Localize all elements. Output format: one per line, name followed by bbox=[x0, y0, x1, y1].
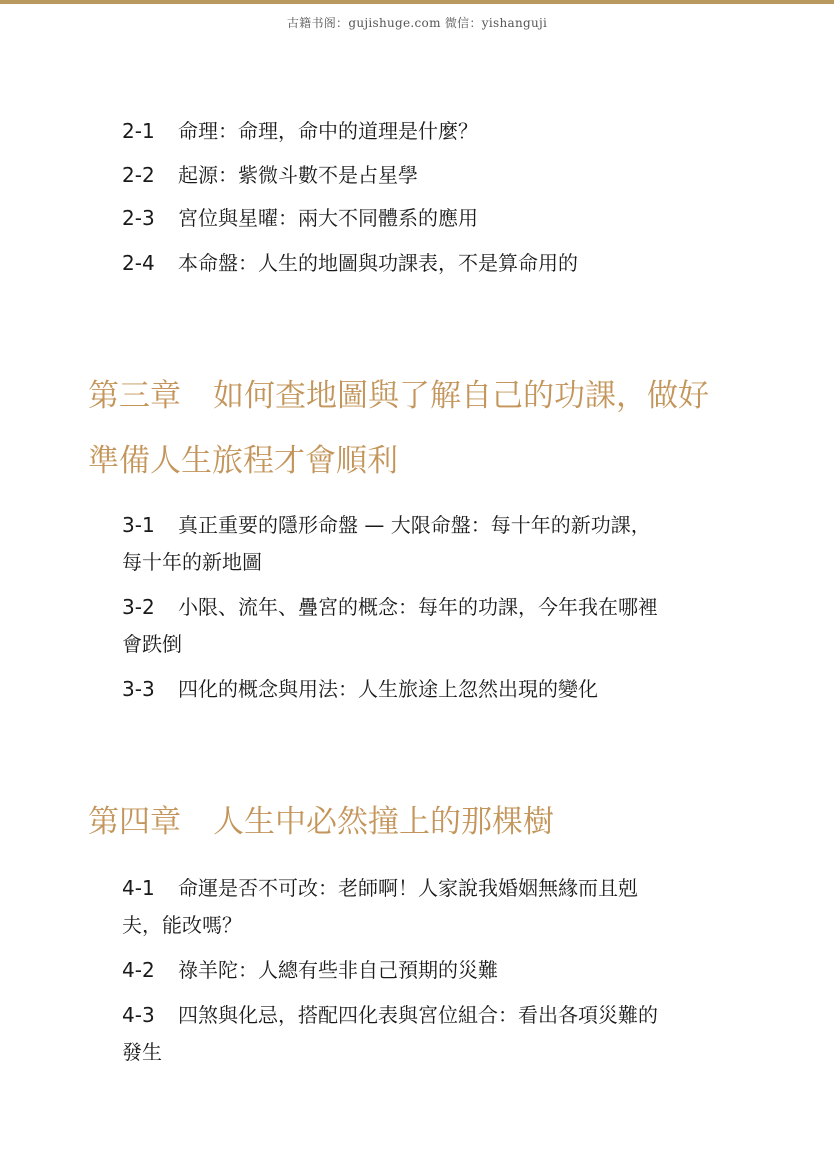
chapter-title-line2: 準備人生旅程才會順利 bbox=[88, 443, 398, 479]
chapter-title: 人生中必然撞上的那棵樹 bbox=[213, 804, 554, 840]
toc-entry-number: 3-2 bbox=[122, 595, 155, 619]
toc-entry-number: 4-1 bbox=[122, 876, 155, 900]
toc-entry-title-cont: 會跌倒 bbox=[122, 632, 182, 656]
toc-entry-number: 2-4 bbox=[122, 251, 155, 275]
toc-entry-title: 小限、流年、疊宮的概念：每年的功課，今年我在哪裡 bbox=[178, 595, 658, 619]
toc-entry-title: 宮位與星曜：兩大不同體系的應用 bbox=[178, 206, 478, 230]
chapter-3-heading-cont bbox=[88, 431, 788, 491]
toc-entry-title: 四煞與化忌，搭配四化表與宮位組合：看出各項災難的 bbox=[178, 1003, 658, 1027]
toc-entry-number: 2-1 bbox=[122, 119, 155, 143]
toc-entry-title-cont: 每十年的新地圖 bbox=[122, 550, 262, 574]
toc-entry-3-2[interactable] bbox=[122, 589, 732, 663]
toc-entry-2-4[interactable] bbox=[122, 245, 732, 282]
toc-entry-4-3[interactable] bbox=[122, 997, 732, 1071]
chapter-title-line1: 如何查地圖與了解自己的功課，做好 bbox=[213, 378, 709, 414]
toc-entry-2-3[interactable] bbox=[122, 200, 732, 237]
toc-entry-title: 命理：命理，命中的道理是什麼？ bbox=[178, 119, 478, 143]
toc-entry-number: 2-3 bbox=[122, 206, 155, 230]
toc-entry-title-cont: 發生 bbox=[122, 1040, 162, 1064]
chapter-number: 第四章 bbox=[88, 804, 181, 840]
toc-entry-title: 本命盤：人生的地圖與功課表，不是算命用的 bbox=[178, 251, 578, 275]
toc-entry-title: 真正重要的隱形命盤 — 大限命盤：每十年的新功課， bbox=[178, 513, 651, 537]
top-rule bbox=[0, 0, 834, 4]
toc-entry-3-1[interactable] bbox=[122, 507, 732, 581]
toc-entry-title: 起源：紫微斗數不是占星學 bbox=[178, 163, 418, 187]
toc-entry-title: 四化的概念與用法：人生旅途上忽然出現的變化 bbox=[178, 677, 598, 701]
toc-entry-2-2[interactable] bbox=[122, 157, 732, 194]
toc-entry-title-cont: 夫，能改嗎？ bbox=[122, 913, 242, 937]
chapter-4-heading[interactable] bbox=[88, 792, 788, 852]
toc-entry-number: 3-1 bbox=[122, 513, 155, 537]
toc-entry-title: 祿羊陀：人總有些非自己預期的災難 bbox=[178, 958, 498, 982]
toc-entry-4-1[interactable] bbox=[122, 870, 732, 944]
toc-entry-number: 4-2 bbox=[122, 958, 155, 982]
toc-entry-number: 3-3 bbox=[122, 677, 155, 701]
chapter-number: 第三章 bbox=[88, 378, 181, 414]
watermark-header: 古籍书阁：gujishuge.com 微信：yishanguji bbox=[286, 16, 548, 30]
toc-entry-number: 2-2 bbox=[122, 163, 155, 187]
toc-entry-2-1[interactable] bbox=[122, 113, 732, 150]
toc-entry-number: 4-3 bbox=[122, 1003, 155, 1027]
chapter-3-heading[interactable] bbox=[88, 366, 788, 426]
toc-entry-3-3[interactable] bbox=[122, 671, 732, 708]
toc-entry-title: 命運是否不可改：老師啊！人家說我婚姻無緣而且剋 bbox=[178, 876, 638, 900]
toc-entry-4-2[interactable] bbox=[122, 952, 732, 989]
